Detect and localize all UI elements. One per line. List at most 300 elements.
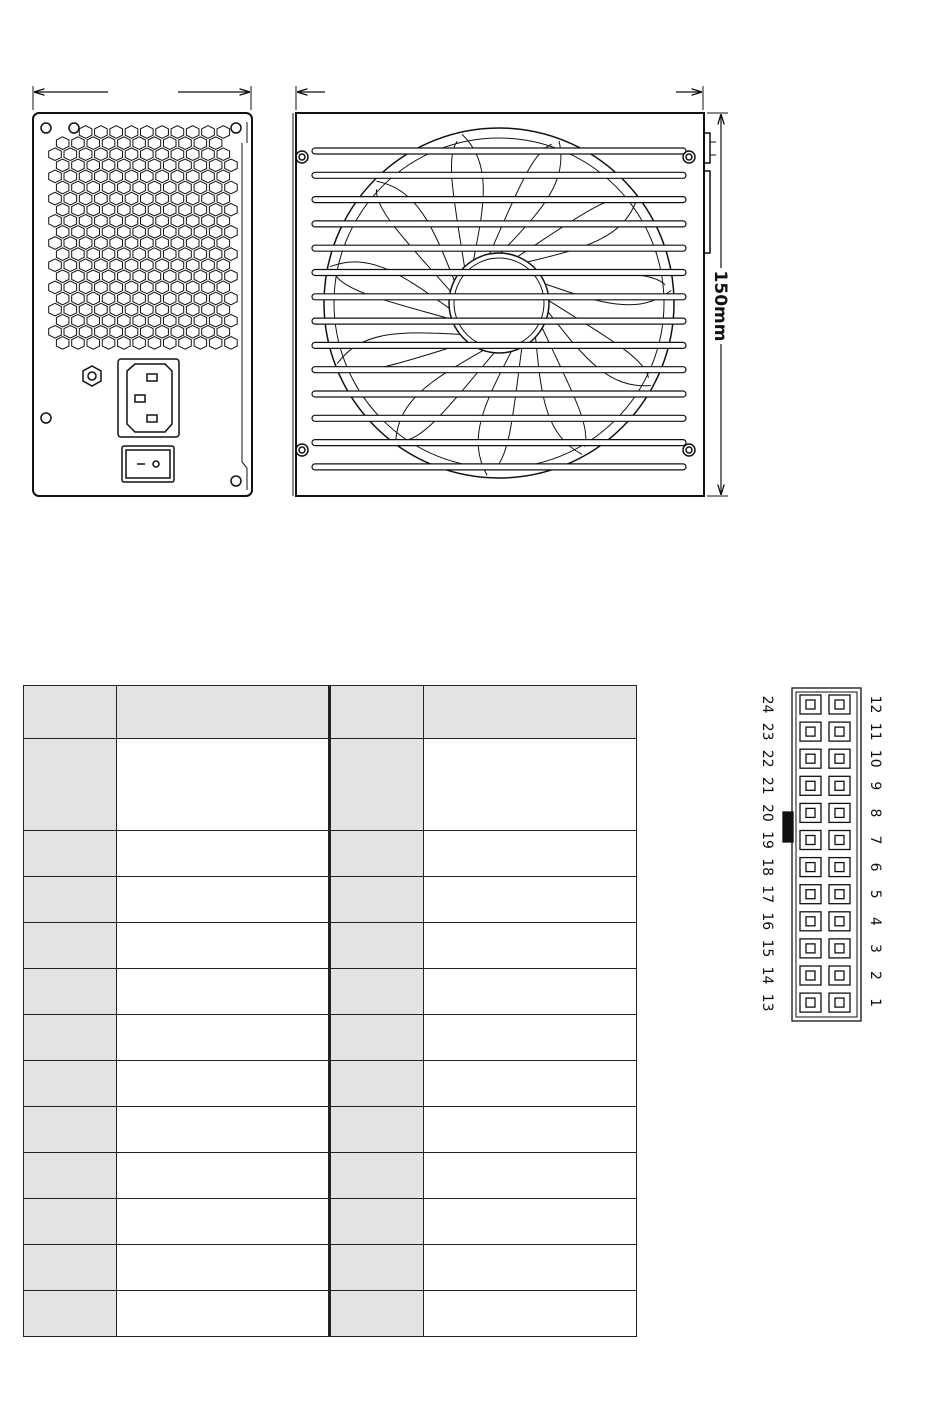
vent-hole bbox=[179, 181, 192, 194]
connector-pin-socket bbox=[835, 998, 844, 1007]
vent-hole bbox=[87, 137, 100, 150]
vent-hole bbox=[133, 137, 146, 150]
pin-label-right: 1 bbox=[867, 998, 883, 1008]
pin-number-cell bbox=[24, 1199, 117, 1245]
signal-cell bbox=[117, 969, 330, 1015]
vent-hole bbox=[141, 237, 154, 250]
table-row bbox=[24, 923, 637, 969]
vent-hole bbox=[95, 259, 108, 272]
connector-latch bbox=[783, 812, 793, 842]
vent-hole bbox=[49, 259, 62, 272]
grill-bar bbox=[312, 440, 686, 446]
vent-hole bbox=[194, 270, 207, 283]
vent-hole bbox=[194, 337, 207, 350]
vent-hole bbox=[49, 326, 62, 339]
vent-hole bbox=[87, 203, 100, 216]
vent-hole bbox=[171, 281, 184, 294]
table-row bbox=[24, 969, 637, 1015]
vent-hole bbox=[148, 270, 161, 283]
pin-label-right: 10 bbox=[867, 749, 883, 768]
vent-hole bbox=[64, 303, 77, 316]
connector-pin-socket bbox=[806, 754, 815, 763]
vent-hole bbox=[156, 192, 169, 205]
vent-hole bbox=[110, 237, 123, 250]
vent-hole bbox=[64, 148, 77, 161]
vent-hole bbox=[164, 337, 177, 350]
grill-bar bbox=[312, 172, 686, 178]
vent-hole bbox=[179, 226, 192, 239]
signal-cell bbox=[117, 1291, 330, 1337]
vent-hole bbox=[79, 303, 92, 316]
vent-hole bbox=[72, 159, 85, 172]
vent-hole bbox=[156, 237, 169, 250]
vent-hole bbox=[164, 226, 177, 239]
vent-hole bbox=[209, 137, 222, 150]
table-row bbox=[24, 1061, 637, 1107]
pin-label-right: 7 bbox=[867, 835, 883, 845]
vent-hole bbox=[202, 326, 215, 339]
vent-hole bbox=[64, 326, 77, 339]
vent-hole bbox=[56, 337, 69, 350]
vent-hole bbox=[79, 259, 92, 272]
vent-hole bbox=[125, 326, 138, 339]
grill-bar bbox=[312, 221, 686, 227]
pin-label-left: 18 bbox=[759, 858, 775, 877]
pin-number-cell bbox=[330, 1061, 423, 1107]
vent-hole bbox=[164, 137, 177, 150]
connector-pin bbox=[800, 858, 821, 877]
vent-hole bbox=[194, 137, 207, 150]
vent-hole bbox=[141, 326, 154, 339]
connector-pin bbox=[800, 695, 821, 714]
vent-hole bbox=[171, 170, 184, 183]
vent-hole bbox=[95, 148, 108, 161]
vent-hole bbox=[225, 270, 238, 283]
vent-hole bbox=[179, 337, 192, 350]
connector-pin-socket bbox=[806, 727, 815, 736]
table-row bbox=[24, 1199, 637, 1245]
vent-hole bbox=[79, 148, 92, 161]
grill-bar bbox=[312, 464, 686, 470]
vent-hole bbox=[141, 126, 154, 139]
vent-hole bbox=[72, 337, 85, 350]
pin-label-left: 24 bbox=[759, 695, 775, 714]
vent-hole bbox=[110, 170, 123, 183]
connector-pin-socket bbox=[806, 808, 815, 817]
vent-hole bbox=[72, 292, 85, 305]
pin-label-right: 3 bbox=[867, 943, 883, 953]
vent-hole bbox=[125, 281, 138, 294]
vent-hole bbox=[133, 337, 146, 350]
vent-hole bbox=[141, 192, 154, 205]
vent-hole bbox=[72, 314, 85, 327]
grill-bar bbox=[312, 415, 686, 421]
vent-hole bbox=[164, 248, 177, 261]
grill-bar bbox=[312, 197, 686, 203]
connector-pin bbox=[829, 831, 850, 850]
vent-hole bbox=[217, 259, 230, 272]
vent-hole bbox=[118, 226, 131, 239]
vent-hole bbox=[49, 303, 62, 316]
vent-hole bbox=[72, 203, 85, 216]
connector-pin bbox=[829, 803, 850, 822]
vent-hole bbox=[118, 337, 131, 350]
signal-cell bbox=[423, 739, 636, 831]
vent-hole bbox=[217, 170, 230, 183]
grill-bar bbox=[312, 342, 686, 348]
connector-pin bbox=[829, 749, 850, 768]
vent-hole bbox=[194, 314, 207, 327]
signal-cell bbox=[117, 1061, 330, 1107]
vent-hole bbox=[87, 314, 100, 327]
fan-blade bbox=[526, 310, 659, 455]
vent-hole bbox=[209, 159, 222, 172]
vent-hole bbox=[110, 148, 123, 161]
table-row bbox=[24, 877, 637, 923]
connector-pin-socket bbox=[806, 836, 815, 845]
pin-number-cell bbox=[330, 877, 423, 923]
vent-hole bbox=[95, 126, 108, 139]
connector-pin bbox=[800, 912, 821, 931]
vent-hole bbox=[56, 248, 69, 261]
vent-hole bbox=[102, 270, 115, 283]
vent-hole bbox=[141, 303, 154, 316]
vent-hole bbox=[49, 170, 62, 183]
signal-cell bbox=[117, 831, 330, 877]
vent-hole bbox=[102, 248, 115, 261]
pin-number-cell bbox=[330, 1199, 423, 1245]
vent-hole bbox=[102, 203, 115, 216]
vent-hole bbox=[179, 248, 192, 261]
vent-hole bbox=[56, 159, 69, 172]
vent-hole bbox=[95, 326, 108, 339]
vent-hole bbox=[118, 159, 131, 172]
pin-number-labels bbox=[759, 696, 883, 1012]
pin-number-cell bbox=[330, 1015, 423, 1061]
vent-hole bbox=[156, 303, 169, 316]
connector-pin-socket bbox=[835, 700, 844, 709]
vent-hole bbox=[79, 237, 92, 250]
vent-hole bbox=[156, 126, 169, 139]
vent-hole bbox=[171, 126, 184, 139]
pin-label-left: 17 bbox=[759, 885, 775, 904]
vent-hole bbox=[225, 248, 238, 261]
vent-hole bbox=[156, 148, 169, 161]
vent-hole bbox=[186, 170, 199, 183]
vent-hole bbox=[133, 314, 146, 327]
vent-hole bbox=[194, 226, 207, 239]
connector-pin bbox=[800, 749, 821, 768]
pin-number-cell bbox=[24, 739, 117, 831]
vent-hole bbox=[87, 159, 100, 172]
vent-hole bbox=[186, 303, 199, 316]
signal-cell bbox=[423, 1015, 636, 1061]
vent-hole bbox=[64, 259, 77, 272]
vent-hole bbox=[217, 281, 230, 294]
vent-hole bbox=[118, 292, 131, 305]
vent-hole bbox=[202, 148, 215, 161]
vent-hole bbox=[133, 226, 146, 239]
vent-hole bbox=[125, 303, 138, 316]
vent-hole bbox=[217, 303, 230, 316]
vent-hole bbox=[164, 292, 177, 305]
connector-pin bbox=[829, 695, 850, 714]
pin-label-right: 5 bbox=[867, 889, 883, 899]
vent-hole bbox=[72, 248, 85, 261]
pin-number-cell bbox=[330, 923, 423, 969]
connector-pin bbox=[800, 885, 821, 904]
vent-hole bbox=[202, 170, 215, 183]
vent-hole bbox=[110, 281, 123, 294]
vent-hole bbox=[64, 215, 77, 228]
connector-pin-socket bbox=[835, 727, 844, 736]
vent-hole bbox=[156, 281, 169, 294]
connector-pin bbox=[800, 939, 821, 958]
connector-pin-socket bbox=[806, 971, 815, 980]
signal-cell bbox=[423, 923, 636, 969]
connector-pin-socket bbox=[835, 836, 844, 845]
vent-hole bbox=[225, 292, 238, 305]
vent-hole bbox=[156, 170, 169, 183]
vent-hole bbox=[164, 181, 177, 194]
vent-hole bbox=[133, 159, 146, 172]
pin-number-cell bbox=[330, 686, 423, 739]
vent-hole bbox=[225, 159, 238, 172]
vent-hole bbox=[87, 181, 100, 194]
table-row bbox=[24, 1107, 637, 1153]
vent-hole bbox=[209, 248, 222, 261]
pin-number-cell bbox=[24, 969, 117, 1015]
vent-hole bbox=[87, 337, 100, 350]
vent-hole bbox=[95, 170, 108, 183]
vent-hole bbox=[87, 270, 100, 283]
vent-hole bbox=[148, 203, 161, 216]
vent-hole bbox=[171, 215, 184, 228]
connector-pin-socket bbox=[835, 944, 844, 953]
vent-hole bbox=[225, 226, 238, 239]
vent-hole bbox=[186, 126, 199, 139]
connector-pin-socket bbox=[806, 890, 815, 899]
signal-cell bbox=[423, 831, 636, 877]
vent-hole bbox=[209, 226, 222, 239]
pin-label-right: 2 bbox=[867, 971, 883, 980]
vent-hole bbox=[186, 237, 199, 250]
vent-hole bbox=[194, 181, 207, 194]
vent-hole bbox=[95, 281, 108, 294]
signal-cell bbox=[117, 739, 330, 831]
vent-hole bbox=[148, 181, 161, 194]
grill-bar bbox=[312, 245, 686, 251]
pin-number-cell bbox=[24, 1061, 117, 1107]
vent-hole bbox=[125, 192, 138, 205]
vent-hole bbox=[202, 215, 215, 228]
vent-hole bbox=[209, 337, 222, 350]
pin-label-left: 21 bbox=[759, 776, 775, 795]
connector-pin bbox=[829, 776, 850, 795]
atx-24pin-connector bbox=[783, 688, 861, 1021]
vent-hole bbox=[164, 159, 177, 172]
vent-hole bbox=[171, 192, 184, 205]
pin-label-left: 13 bbox=[759, 993, 775, 1012]
connector-pin bbox=[829, 722, 850, 741]
vent-hole bbox=[49, 148, 62, 161]
vent-hole bbox=[79, 170, 92, 183]
vent-hole bbox=[209, 181, 222, 194]
vent-hole bbox=[148, 137, 161, 150]
vent-hole bbox=[133, 270, 146, 283]
vent-hole bbox=[125, 170, 138, 183]
pin-number-cell bbox=[24, 1015, 117, 1061]
vent-hole bbox=[202, 237, 215, 250]
vent-hole bbox=[171, 326, 184, 339]
vent-hole bbox=[179, 314, 192, 327]
height-dimension-label: 150mm bbox=[710, 270, 730, 342]
vent-hole bbox=[148, 337, 161, 350]
signal-cell bbox=[423, 1153, 636, 1199]
grill-bar bbox=[312, 270, 686, 276]
pin-label-right: 9 bbox=[867, 781, 883, 791]
vent-hole bbox=[64, 237, 77, 250]
signal-cell bbox=[423, 877, 636, 923]
table-row bbox=[24, 739, 637, 831]
vent-hole bbox=[156, 215, 169, 228]
table-row bbox=[24, 1291, 637, 1337]
vent-hole bbox=[110, 259, 123, 272]
vent-hole bbox=[79, 126, 92, 139]
pin-number-cell bbox=[24, 686, 117, 739]
vent-hole bbox=[141, 215, 154, 228]
connector-pin bbox=[829, 912, 850, 931]
vent-hole bbox=[202, 192, 215, 205]
fan-hub bbox=[449, 253, 549, 353]
pin-number-cell bbox=[330, 1107, 423, 1153]
vent-hole bbox=[102, 337, 115, 350]
vent-hole bbox=[209, 292, 222, 305]
vent-hole bbox=[56, 203, 69, 216]
vent-hole bbox=[194, 248, 207, 261]
vent-hole bbox=[110, 326, 123, 339]
vent-hole bbox=[56, 181, 69, 194]
vent-hole bbox=[133, 203, 146, 216]
grill-bar bbox=[312, 294, 686, 300]
grill-bar bbox=[312, 318, 686, 324]
vent-hole bbox=[118, 270, 131, 283]
vent-hole bbox=[49, 237, 62, 250]
vent-hole bbox=[87, 248, 100, 261]
vent-hole bbox=[125, 126, 138, 139]
vent-hole bbox=[217, 237, 230, 250]
vent-hole bbox=[179, 270, 192, 283]
vent-hole bbox=[186, 259, 199, 272]
pin-label-right: 12 bbox=[867, 695, 883, 714]
vent-hole bbox=[171, 237, 184, 250]
connector-pin-socket bbox=[835, 971, 844, 980]
vent-hole bbox=[202, 126, 215, 139]
vent-hole bbox=[164, 203, 177, 216]
signal-cell bbox=[117, 686, 330, 739]
vent-hole bbox=[133, 248, 146, 261]
vent-hole bbox=[87, 292, 100, 305]
pin-label-left: 20 bbox=[759, 803, 775, 822]
connector-pin bbox=[829, 993, 850, 1012]
connector-pin bbox=[829, 966, 850, 985]
connector-pin-socket bbox=[835, 890, 844, 899]
pin-number-cell bbox=[24, 1107, 117, 1153]
vent-hole bbox=[72, 137, 85, 150]
pin-label-left: 19 bbox=[759, 831, 775, 849]
vent-hole bbox=[110, 303, 123, 316]
vent-hole bbox=[95, 303, 108, 316]
vent-hole bbox=[148, 226, 161, 239]
signal-cell bbox=[423, 1245, 636, 1291]
vent-hole bbox=[133, 292, 146, 305]
pin-number-cell bbox=[24, 1245, 117, 1291]
vent-hole bbox=[102, 181, 115, 194]
signal-cell bbox=[117, 1199, 330, 1245]
vent-hole bbox=[141, 259, 154, 272]
connector-pin-socket bbox=[835, 808, 844, 817]
pin-number-cell bbox=[24, 1153, 117, 1199]
signal-cell bbox=[117, 1015, 330, 1061]
vent-hole bbox=[102, 314, 115, 327]
vent-hole bbox=[217, 126, 230, 139]
vent-hole bbox=[56, 314, 69, 327]
vent-hole bbox=[164, 314, 177, 327]
signal-cell bbox=[117, 1153, 330, 1199]
pin-label-left: 16 bbox=[759, 912, 775, 931]
connector-pin-socket bbox=[835, 781, 844, 790]
vent-hole bbox=[164, 270, 177, 283]
rear-view bbox=[33, 86, 252, 496]
vent-hole bbox=[118, 248, 131, 261]
vent-hole bbox=[194, 203, 207, 216]
connector-pin bbox=[800, 803, 821, 822]
connector-pin bbox=[829, 858, 850, 877]
vent-hole bbox=[202, 281, 215, 294]
honeycomb-vent bbox=[49, 126, 238, 350]
connector-pin-socket bbox=[835, 754, 844, 763]
vent-hole bbox=[72, 270, 85, 283]
connector-pin-socket bbox=[806, 998, 815, 1007]
vent-hole bbox=[148, 248, 161, 261]
pin-label-left: 22 bbox=[759, 749, 775, 768]
vent-hole bbox=[194, 159, 207, 172]
pin-number-cell bbox=[24, 877, 117, 923]
table-row bbox=[24, 1245, 637, 1291]
vent-hole bbox=[186, 281, 199, 294]
ground-nut-icon bbox=[83, 366, 101, 386]
vent-hole bbox=[118, 314, 131, 327]
grill-bar bbox=[312, 367, 686, 373]
vent-hole bbox=[141, 281, 154, 294]
vent-hole bbox=[171, 303, 184, 316]
vent-hole bbox=[141, 170, 154, 183]
connector-pin-socket bbox=[806, 700, 815, 709]
vent-hole bbox=[125, 215, 138, 228]
signal-cell bbox=[423, 1107, 636, 1153]
vent-hole bbox=[156, 259, 169, 272]
vent-hole bbox=[102, 137, 115, 150]
connector-pin-socket bbox=[806, 781, 815, 790]
vent-hole bbox=[217, 215, 230, 228]
vent-hole bbox=[186, 215, 199, 228]
vent-hole bbox=[133, 181, 146, 194]
vent-hole bbox=[179, 203, 192, 216]
vent-hole bbox=[118, 137, 131, 150]
vent-hole bbox=[87, 226, 100, 239]
connector-pin bbox=[800, 776, 821, 795]
vent-hole bbox=[118, 181, 131, 194]
